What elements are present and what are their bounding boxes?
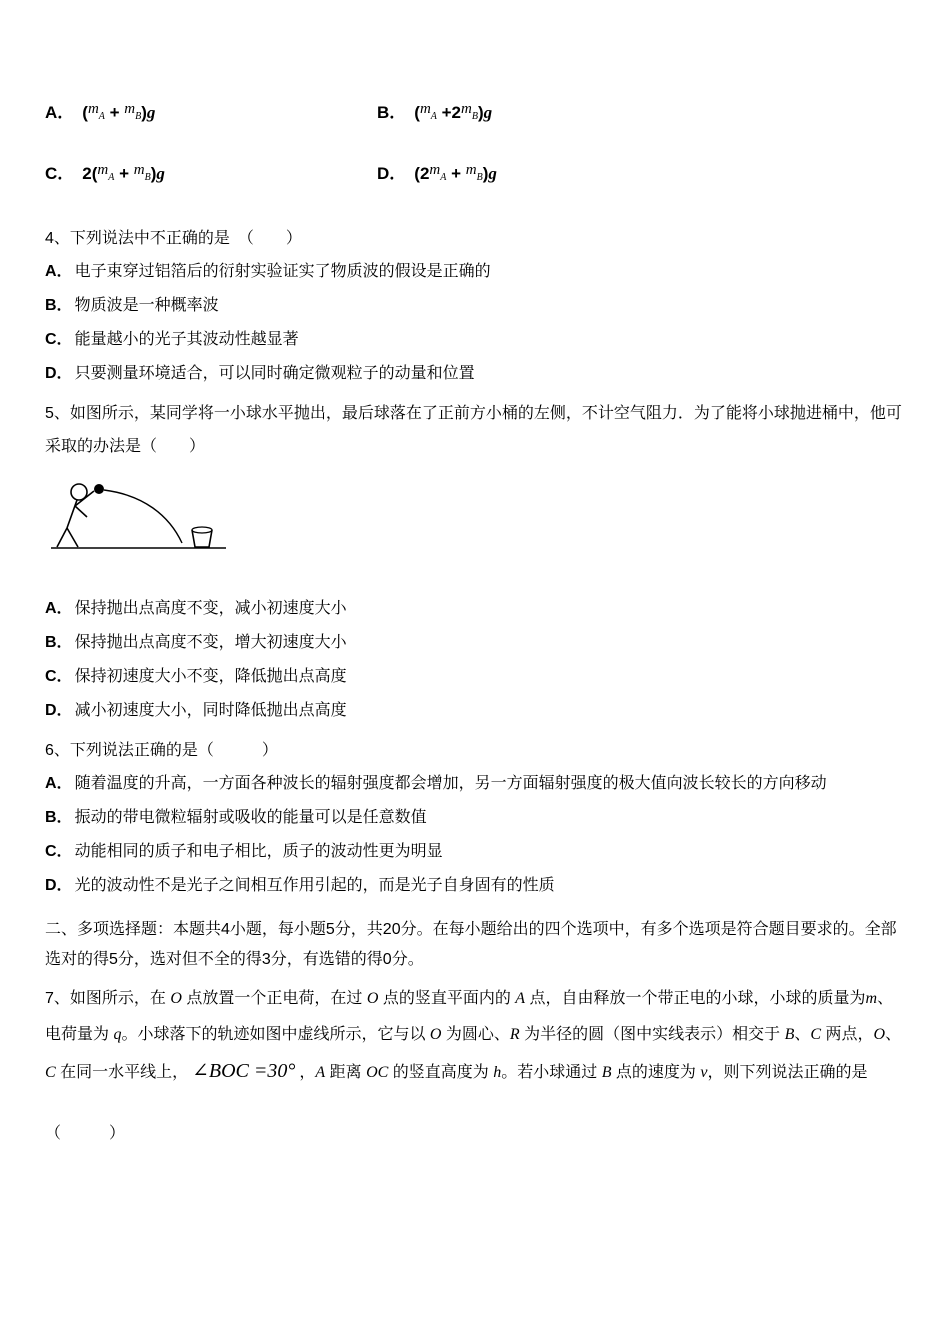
q6-option-d [45, 869, 908, 903]
q6-option-c [45, 835, 908, 869]
figure-arm-lower [75, 506, 87, 517]
question-5 [45, 397, 908, 728]
projectile-figure-svg [51, 477, 266, 561]
q5-option-b [45, 626, 908, 660]
section2-header: 二、多项选择题：本题共4小题，每小题5分，共20分。在每小题给出的四个选项中，有多个选项是符合题目要求的。全部选对的得5分，选对但不全的得3分，有选错的得0分。 [45, 921, 897, 968]
q4-option-a [45, 255, 908, 289]
q6-option-a [45, 767, 908, 801]
projectile-throw-into-bucket-figure [51, 477, 908, 566]
question-stem: 4、下列说法中不正确的是 （ ） [45, 230, 302, 247]
figure-leg-right [67, 528, 78, 547]
option-text: 保持抛出点高度不变，增大初速度大小 [74, 634, 347, 651]
option-formula: $2(m_A + m_B)g$ [82, 162, 165, 183]
question-stem: 7、如图所示，在 O 点放置一个正电荷，在过 O 点的竖直平面内的 A 点，自由释放一个带正电的小球，小球的质量为m、电荷量为 q。小球落下的轨迹如图中虚线所示，它与以 O 为圆心、R 为半径的圆（图中实线表示）相交于 B、C 两点，O、C 在同一水平线上， ∠BOC =30° ，A 距离 OC 的竖直高度为 h。若小球通过 B 点的速度为 v，则下列说法正确的是 [45, 990, 902, 1082]
option-label: A． [45, 103, 75, 122]
option-text: 振动的带电微粒辐射或吸收的能量可以是任意数值 [74, 809, 427, 826]
option-label: B． [45, 809, 73, 826]
option-label: D． [45, 877, 73, 894]
option-label: C． [45, 331, 73, 348]
q5-option-c [45, 660, 908, 694]
question-6 [45, 734, 908, 903]
option-label: A． [45, 775, 73, 792]
option-text: 能量越小的光子其波动性越显著 [74, 331, 299, 348]
question-stem: 5、如图所示，某同学将一小球水平抛出，最后球落在了正前方小桶的左侧，不计空气阻力．为了能将小球抛进桶中，他可采取的办法是（ ） [45, 405, 902, 455]
question-stem: 6、下列说法正确的是（ ） [45, 742, 278, 759]
q5-option-d [45, 694, 908, 728]
question-4 [45, 222, 908, 391]
option-text: 电子束穿过铝箔后的衍射实验证实了物质波的假设是正确的 [74, 263, 491, 280]
option-label: C． [45, 843, 73, 860]
option-label: D． [45, 365, 73, 382]
answer-blank: （ ） [45, 1125, 126, 1142]
option-label: D． [45, 702, 73, 719]
figure-body [67, 500, 77, 528]
option-label: A． [45, 600, 73, 617]
option-label: B． [45, 297, 73, 314]
option-text: 只要测量环境适合，可以同时确定微观粒子的动量和位置 [74, 365, 475, 382]
option-text: 保持抛出点高度不变，减小初速度大小 [74, 600, 347, 617]
option-text: 保持初速度大小不变，降低抛出点高度 [74, 668, 347, 685]
option-text: 动能相同的质子和电子相比，质子的波动性更为明显 [74, 843, 443, 860]
option-text: 减小初速度大小，同时降低抛出点高度 [74, 702, 347, 719]
q3-option-c [45, 159, 377, 186]
trajectory-curve [104, 490, 182, 543]
q4-option-b [45, 289, 908, 323]
option-formula: $(2m_A + m_B)g$ [414, 162, 497, 183]
q3-option-b [377, 98, 908, 125]
option-text: 随着温度的升高，一方面各种波长的辐射强度都会增加，另一方面辐射强度的极大值向波长较长的方向移动 [74, 775, 827, 792]
option-label: B． [377, 103, 407, 122]
question-7 [45, 981, 908, 1151]
question3-options [45, 98, 908, 186]
q4-option-d [45, 357, 908, 391]
ball [94, 484, 104, 494]
option-label: D． [377, 164, 407, 183]
option-text: 物质波是一种概率波 [74, 297, 219, 314]
option-label: C． [45, 164, 75, 183]
q3-option-d [377, 159, 908, 186]
q6-option-b [45, 801, 908, 835]
option-text: 光的波动性不是光子之间相互作用引起的，而是光子自身固有的性质 [74, 877, 555, 894]
figure-leg-left [57, 528, 67, 547]
option-label: C． [45, 668, 73, 685]
option-formula: $(m_A +2m_B)g$ [414, 101, 493, 122]
option-formula: $(m_A + m_B)g$ [82, 101, 156, 122]
option-label: A． [45, 263, 73, 280]
q3-option-a [45, 98, 377, 125]
q5-option-a [45, 592, 908, 626]
option-label: B． [45, 634, 73, 651]
q4-option-c [45, 323, 908, 357]
bucket-rim [192, 527, 212, 533]
